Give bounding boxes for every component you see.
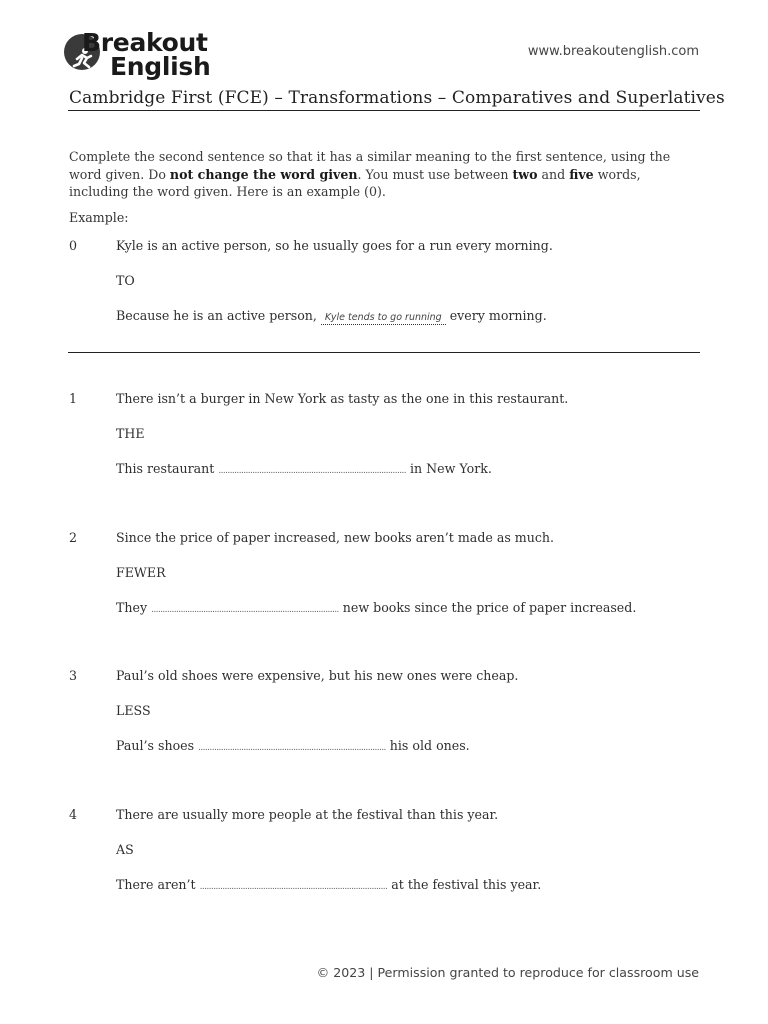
question-number: 0 bbox=[69, 238, 78, 253]
answer-after: in New York. bbox=[410, 461, 492, 476]
footer-separator: | bbox=[369, 965, 374, 980]
question-number: 1 bbox=[69, 391, 78, 406]
instructions-bold-2: two bbox=[512, 166, 538, 182]
instructions-text-1: Complete the second sentence so that it has a similar meaning to the first sentence, using the word given. Do bbox=[69, 149, 671, 182]
answer-line bbox=[116, 877, 541, 892]
footer-copyright: © 2023 bbox=[316, 965, 366, 980]
section-divider bbox=[68, 352, 700, 353]
instructions-text-3: and bbox=[537, 166, 570, 182]
answer-blank[interactable]: ................................................................................... bbox=[218, 466, 406, 476]
answer-after: every morning. bbox=[449, 308, 547, 323]
instructions bbox=[69, 148, 701, 201]
answer-before: There aren’t bbox=[116, 877, 196, 892]
answer-before: Because he is an active person, bbox=[116, 308, 317, 323]
site-url[interactable]: www.breakoutenglish.com bbox=[527, 44, 699, 59]
question-sentence: There isn’t a burger in New York as tasty as the one in this restaurant. bbox=[116, 391, 569, 406]
answer-blank[interactable]: ................................................................................... bbox=[151, 605, 339, 615]
question-sentence: Kyle is an active person, so he usually goes for a run every morning. bbox=[116, 238, 553, 253]
question-number: 3 bbox=[69, 668, 78, 683]
answer-before: Paul’s shoes bbox=[116, 738, 195, 753]
answer-line bbox=[116, 738, 470, 753]
logo-text-english: English bbox=[110, 52, 211, 81]
question-number: 2 bbox=[69, 530, 78, 545]
example-label: Example: bbox=[69, 210, 129, 225]
breakout-english-logo bbox=[64, 28, 234, 80]
answer-after: new books since the price of paper increased. bbox=[342, 600, 637, 615]
answer-blank[interactable]: ................................................................................... bbox=[199, 882, 388, 892]
instructions-text-4: words, including the word given. Here is an example (0). bbox=[69, 166, 641, 199]
footer-permission: Permission granted to reproduce for classroom use bbox=[377, 965, 699, 980]
example-answer-fill: Kyle tends to go running bbox=[321, 312, 446, 325]
question-keyword: AS bbox=[116, 842, 134, 857]
answer-line bbox=[116, 600, 636, 615]
answer-after: his old ones. bbox=[389, 738, 470, 753]
answer-line bbox=[116, 461, 492, 476]
question-number: 4 bbox=[69, 807, 78, 822]
answer-blank[interactable]: ................................................................................... bbox=[198, 743, 386, 753]
instructions-bold-3: five bbox=[569, 166, 594, 182]
answer-after: at the festival this year. bbox=[391, 877, 542, 892]
question-keyword: THE bbox=[116, 426, 145, 441]
title-divider bbox=[68, 110, 700, 111]
footer bbox=[317, 965, 699, 980]
answer-before: They bbox=[116, 600, 148, 615]
instructions-text-2: . You must use between bbox=[357, 166, 513, 182]
answer-before: This restaurant bbox=[116, 461, 215, 476]
page-title: Cambridge First (FCE) – Transformations – Comparatives and Superlatives bbox=[69, 88, 725, 108]
question-sentence: Since the price of paper increased, new books aren’t made as much. bbox=[116, 530, 555, 545]
question-sentence: Paul’s old shoes were expensive, but his new ones were cheap. bbox=[116, 668, 519, 683]
instructions-bold-1: not change the word given bbox=[169, 166, 358, 182]
logo-text-breakout: Breakout bbox=[82, 28, 208, 57]
question-keyword: FEWER bbox=[116, 565, 166, 580]
question-keyword: LESS bbox=[116, 703, 151, 718]
question-sentence: There are usually more people at the festival than this year. bbox=[116, 807, 499, 822]
answer-line bbox=[116, 308, 547, 323]
question-keyword: TO bbox=[116, 273, 135, 288]
